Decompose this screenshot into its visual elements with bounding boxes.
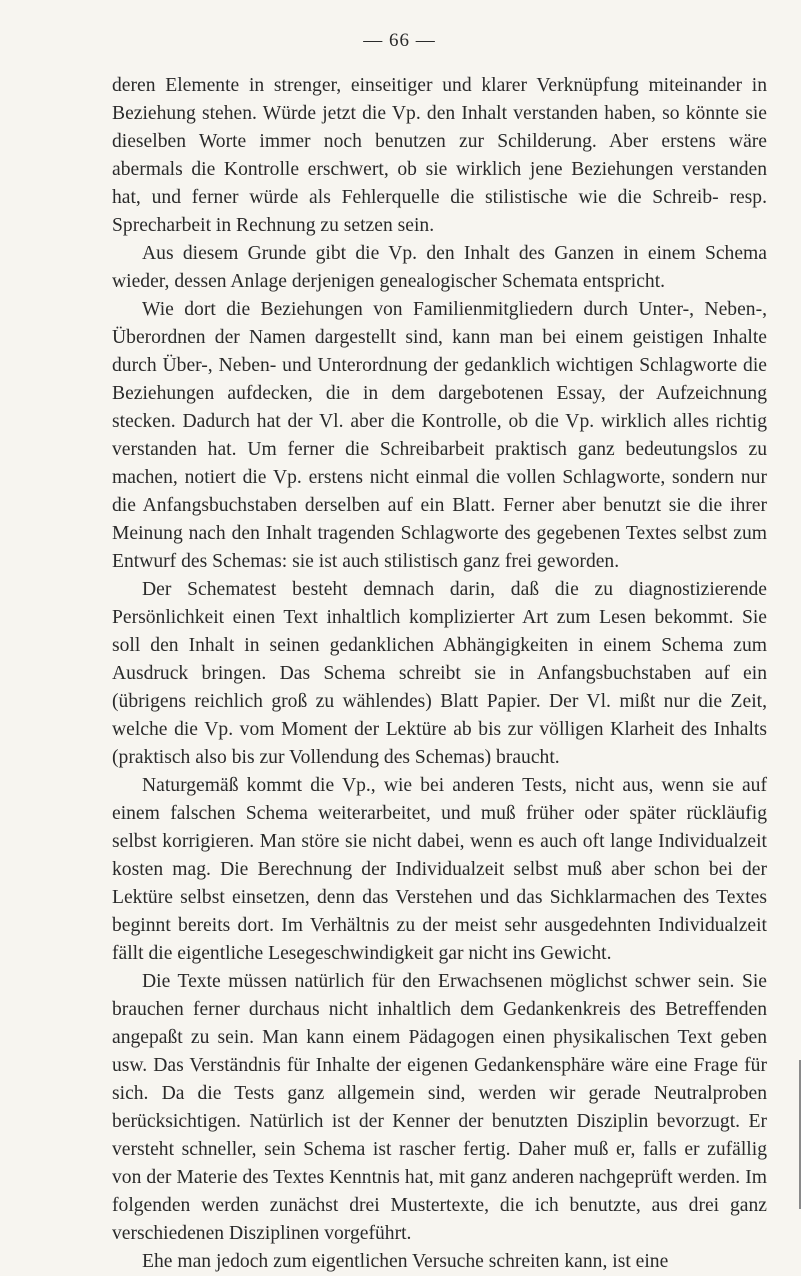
paragraph-3: Wie dort die Beziehungen von Familienmitgliedern durch Unter-, Neben-, Überordnen der Namen dargestellt sind, kann man bei einem geistigen Inhalte durch Über-, Neben- und Unterordnung der gedanklich wichtigen Schlagworte die Beziehungen aufdecken, die in dem dargebotenen Essay, der Aufzeichnung stecken. Dadurch hat der Vl. aber die Kontrolle, ob die Vp. wirklich alles richtig verstanden hat. Um ferner die Schreibarbeit praktisch ganz bedeutungslos zu machen, notiert die Vp. erstens nicht einmal die vollen Schlagworte, sondern nur die Anfangsbuchstaben derselben auf ein Blatt. Ferner aber benutzt sie die ihrer Meinung nach den Inhalt tragenden Schlagworte des gegebenen Textes selbst zum Entwurf des Schemas: sie ist auch stilistisch ganz frei geworden.	[112, 299, 767, 572]
body-text	[112, 72, 767, 1276]
paragraph-7: Ehe man jedoch zum eigentlichen Versuche schreiten kann, ist eine	[142, 1251, 669, 1272]
paragraph-1: deren Elemente in strenger, einseitiger und klarer Verknüpfung miteinander in Beziehung stehen. Würde jetzt die Vp. den Inhalt verstanden haben, so könnte sie dieselben Worte immer noch benutzen zur Schilderung. Aber erstens wäre abermals die Kontrolle erschwert, ob sie wirklich jene Beziehungen verstanden hat, und ferner würde als Fehlerquelle die stilistische wie die Schreib- resp. Sprecharbeit in Rechnung zu setzen sein.	[112, 75, 767, 236]
paragraph-4: Der Schematest besteht demnach darin, daß die zu diagnostizierende Persönlichkeit einen Text inhaltlich komplizierter Art zum Lesen bekommt. Sie soll den Inhalt in seinen gedanklichen Abhängigkeiten in einem Schema zum Ausdruck bringen. Das Schema schreibt sie in Anfangsbuchstaben auf ein (übrigens reichlich groß zu wählendes) Blatt Papier. Der Vl. mißt nur die Zeit, welche die Vp. vom Moment der Lektüre ab bis zur völligen Klarheit des Inhalts (praktisch also bis zur Vollendung des Schemas) braucht.	[112, 579, 767, 768]
page-number: — 66 —	[363, 30, 436, 51]
paragraph-2: Aus diesem Grunde gibt die Vp. den Inhalt des Ganzen in einem Schema wieder, dessen Anlage derjenigen genealogischer Schemata entspricht.	[112, 243, 767, 292]
paragraph-6: Die Texte müssen natürlich für den Erwachsenen möglichst schwer sein. Sie brauchen ferner durchaus nicht inhaltlich dem Gedankenkreis des Betreffenden angepaßt zu sein. Man kann einem Pädagogen einen physikalischen Text geben usw. Das Verständnis für Inhalte der eigenen Gedankensphäre wäre eine Frage für sich. Da die Tests ganz allgemein sind, werden wir gerade Neutralproben berücksichtigen. Natürlich ist der Kenner der benutzten Disziplin bevorzugt. Er versteht schneller, sein Schema ist rascher fertig. Daher muß er, falls er zufällig von der Materie des Textes Kenntnis hat, mit ganz anderen nachgeprüft werden. Im folgenden werden zunächst drei Mustertexte, die ich benutzte, aus drei ganz verschiedenen Disziplinen vorgeführt.	[112, 971, 767, 1244]
paragraph-5: Naturgemäß kommt die Vp., wie bei anderen Tests, nicht aus, wenn sie auf einem falschen Schema weiterarbeitet, und muß früher oder später rückläufig selbst korrigieren. Man störe sie nicht dabei, wenn es auch oft lange Individualzeit kosten mag. Die Berechnung der Individualzeit selbst muß aber schon bei der Lektüre selbst einsetzen, denn das Verstehen und das Sichklarmachen des Textes beginnt bereits dort. Im Verhältnis zu der meist sehr ausgedehnten Individualzeit fällt die eigentliche Lesegeschwindigkeit gar nicht ins Gewicht.	[112, 775, 767, 964]
